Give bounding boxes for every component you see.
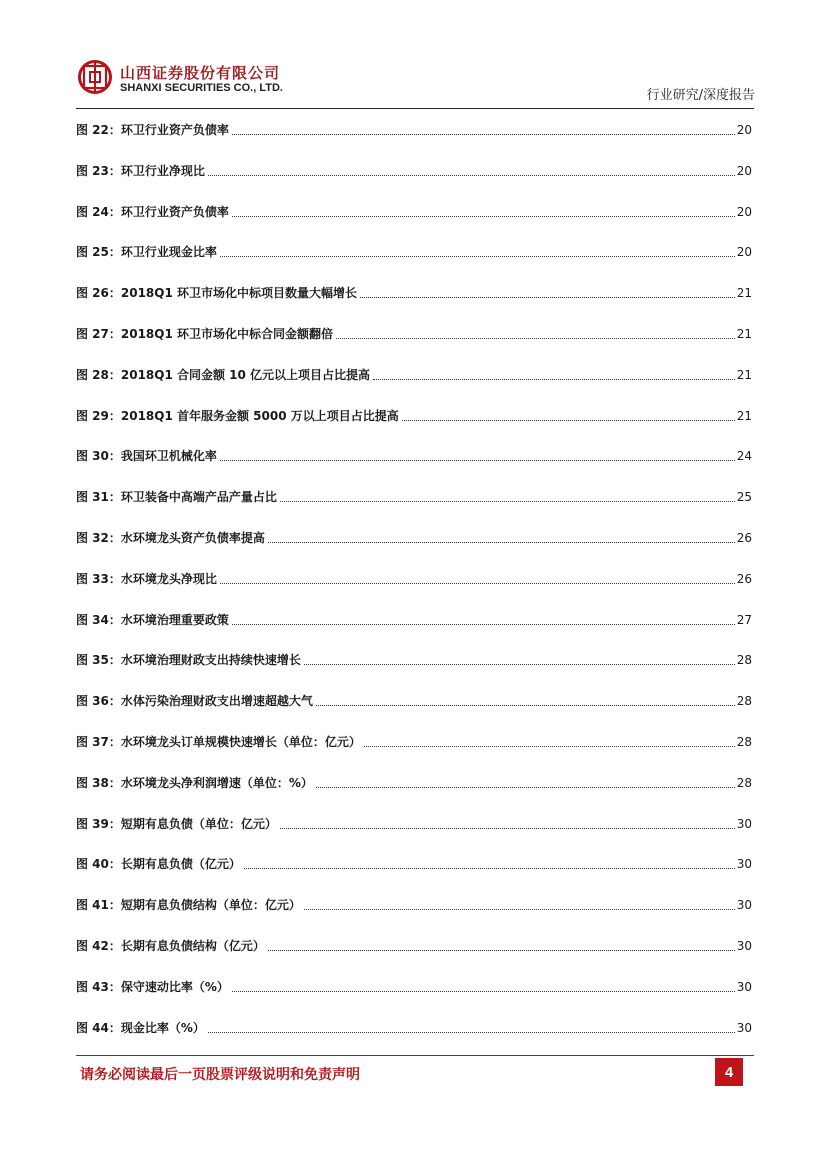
- toc-entry[interactable]: [76, 485, 752, 505]
- toc-entry-page: 26: [736, 531, 752, 545]
- toc-leader-dots: [336, 338, 735, 339]
- toc-entry-page: 30: [736, 1020, 752, 1035]
- toc-leader-dots: [364, 746, 735, 747]
- toc-entry-title: 图 37：水环境龙头订单规模快速增长（单位：亿元）: [76, 735, 361, 749]
- toc-entry[interactable]: [76, 200, 752, 220]
- toc-leader-dots: [232, 991, 735, 992]
- toc-leader-dots: [280, 828, 735, 829]
- footer-divider: [76, 1055, 754, 1056]
- toc-entry-page: 30: [736, 816, 752, 831]
- toc-leader-dots: [402, 420, 735, 421]
- page-number-badge: 4: [715, 1058, 743, 1086]
- toc-entry-title: 图 42：长期有息负债结构（亿元）: [76, 939, 265, 953]
- toc-entry[interactable]: [76, 1016, 752, 1036]
- toc-entry-page: 20: [736, 204, 752, 219]
- toc-entry[interactable]: [76, 444, 752, 464]
- toc-entry-page: 28: [736, 653, 752, 668]
- toc-entry-page: 21: [736, 327, 752, 341]
- toc-leader-dots: [268, 542, 735, 543]
- toc-entry-title: 图 33：水环境龙头净现比: [76, 571, 217, 586]
- toc-entry-title: 图 39：短期有息负债（单位：亿元）: [76, 816, 277, 831]
- toc-entry-page: 21: [736, 286, 752, 301]
- toc-entry[interactable]: [76, 526, 752, 546]
- toc-leader-dots: [304, 664, 735, 665]
- toc-entry-page: 24: [736, 449, 752, 464]
- toc-leader-dots: [220, 256, 735, 257]
- toc-entry[interactable]: [76, 893, 752, 913]
- toc-entry-title: 图 43：保守速动比率（%）: [76, 979, 229, 994]
- toc-leader-dots: [268, 950, 735, 951]
- toc-leader-dots: [316, 705, 735, 706]
- toc-entry-title: 图 22：环卫行业资产负债率: [76, 123, 229, 137]
- toc-leader-dots: [232, 216, 735, 217]
- toc-entry-title: 图 44：现金比率（%）: [76, 1020, 205, 1035]
- toc-entry-page: 20: [736, 163, 752, 178]
- toc-entry-title: 图 27：2018Q1 环卫市场化中标合同金额翻倍: [76, 327, 334, 341]
- toc-entry-title: 图 28：2018Q1 合同金额 10 亿元以上项目占比提高: [76, 367, 371, 382]
- toc-leader-dots: [232, 624, 735, 625]
- page-header: [0, 0, 827, 110]
- toc-entry[interactable]: [76, 975, 752, 995]
- toc-entry-title: 图 38：水环境龙头净利润增速（单位：%）: [76, 775, 313, 790]
- toc-entry-page: 28: [736, 775, 752, 790]
- report-type-label: 行业研究/深度报告: [646, 88, 755, 103]
- toc-entry-title: 图 29：2018Q1 首年服务金额 5000 万以上项目占比提高: [76, 408, 399, 423]
- toc-entry-page: 21: [736, 408, 752, 423]
- toc-entry-page: 25: [736, 490, 752, 505]
- shanxi-securities-logo-icon: [78, 60, 112, 94]
- toc-entry-page: 21: [736, 367, 752, 382]
- toc-leader-dots: [220, 583, 735, 584]
- toc-entry-page: 26: [736, 571, 752, 586]
- toc-entry-title: 图 23：环卫行业净现比: [76, 163, 205, 178]
- toc-entry-page: 20: [736, 123, 752, 137]
- toc-entry-title: 图 24：环卫行业资产负债率: [76, 204, 229, 219]
- toc-entry[interactable]: [76, 567, 752, 587]
- toc-entry-page: 27: [736, 612, 752, 627]
- toc-entry-title: 图 26：2018Q1 环卫市场化中标项目数量大幅增长: [76, 286, 358, 301]
- toc-entry[interactable]: [76, 689, 752, 709]
- toc-entry-title: 图 25：环卫行业现金比率: [76, 245, 217, 260]
- toc-entry-page: 20: [736, 245, 752, 260]
- toc-entry[interactable]: [76, 281, 752, 301]
- toc-entry[interactable]: [76, 648, 752, 668]
- toc-entry-page: 30: [736, 979, 752, 994]
- toc-entry[interactable]: [76, 730, 752, 750]
- toc-entry[interactable]: [76, 608, 752, 628]
- header-divider: [76, 108, 754, 109]
- toc-entry-title: 图 31：环卫装备中高端产品产量占比: [76, 490, 277, 505]
- toc-entry[interactable]: [76, 404, 752, 424]
- toc-leader-dots: [232, 134, 735, 135]
- toc-entry-page: 30: [736, 898, 752, 913]
- toc-entry[interactable]: [76, 852, 752, 872]
- toc-entry-title: 图 35：水环境治理财政支出持续快速增长: [76, 653, 301, 668]
- toc-entry-page: 28: [736, 694, 752, 709]
- toc-entry[interactable]: [76, 363, 752, 383]
- toc-leader-dots: [360, 297, 735, 298]
- toc-entry-title: 图 30：我国环卫机械化率: [76, 449, 217, 464]
- company-name-en: SHANXI SECURITIES CO., LTD.: [120, 82, 283, 94]
- toc-entry[interactable]: [76, 159, 752, 179]
- toc-entry[interactable]: [76, 934, 752, 954]
- toc-entry-title: 图 41：短期有息负债结构（单位：亿元）: [76, 898, 301, 913]
- toc-entry-page: 28: [736, 735, 752, 749]
- toc-entry-title: 图 36：水体污染治理财政支出增速超越大气: [76, 694, 313, 709]
- toc-leader-dots: [280, 501, 735, 502]
- toc-entry[interactable]: [76, 812, 752, 832]
- toc-leader-dots: [244, 868, 735, 869]
- toc-leader-dots: [220, 460, 735, 461]
- toc-leader-dots: [208, 175, 735, 176]
- toc-entry[interactable]: [76, 240, 752, 260]
- toc-entry[interactable]: [76, 118, 752, 138]
- toc-entry-page: 30: [736, 857, 752, 872]
- company-name-cn: 山西证券股份有限公司: [120, 64, 281, 82]
- toc-entry-title: 图 40：长期有息负债（亿元）: [76, 857, 241, 872]
- toc-leader-dots: [316, 787, 735, 788]
- toc-leader-dots: [373, 379, 735, 380]
- toc-entry[interactable]: [76, 322, 752, 342]
- disclaimer-text: 请务必阅读最后一页股票评级说明和免责声明: [80, 1067, 360, 1083]
- toc-entry-title: 图 34：水环境治理重要政策: [76, 612, 229, 627]
- toc-entry-title: 图 32：水环境龙头资产负债率提高: [76, 531, 265, 545]
- toc-leader-dots: [208, 1032, 735, 1033]
- toc-entry[interactable]: [76, 771, 752, 791]
- toc-entry-page: 30: [736, 939, 752, 953]
- toc-leader-dots: [304, 909, 735, 910]
